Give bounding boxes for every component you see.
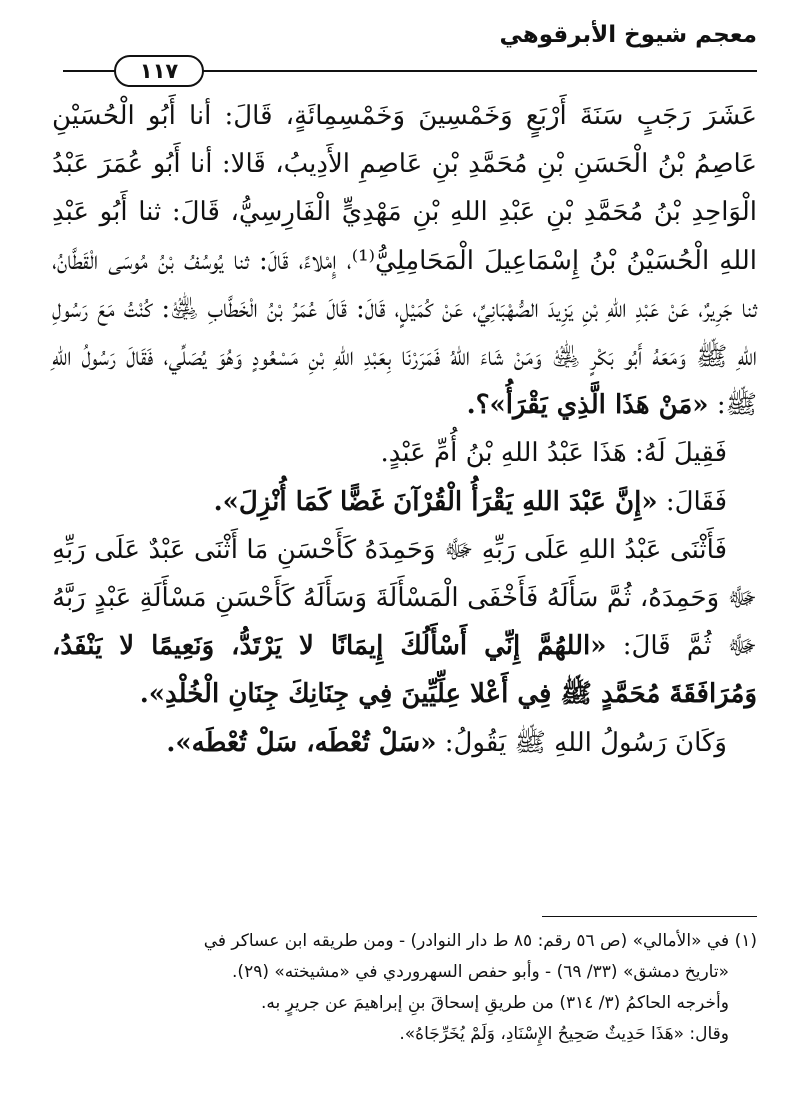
footnote-rule — [542, 916, 757, 917]
hadith-quote: «مَنْ هَذَا الَّذِي يَقْرَأُ»؟. — [466, 390, 709, 421]
main-text — [52, 92, 757, 767]
running-title: معجم شيوخ الأبرقوهي — [499, 22, 757, 48]
isnad-text: عَشَرَ رَجَبٍ سَنَةَ أَرْبَعٍ وَخَمْسِينَ وَخَمْسِمِائَةٍ، قَالَ: أنا أَبُو الْحُسَيْنِ عَاصِمُ بْنُ الْحَسَنِ بْنِ مُحَمَّدِ بْنِ عَاصِمِ الأَدِيبُ، قَالا: أنا أَبُو عُمَرَ عَبْدُ الْوَاحِدِ بْنُ مُحَمَّدِ بْنِ عَبْدِ اللهِ بْنِ مَهْدِيٍّ الْفَارِسِيُّ، قَالَ: ثنا أَبُو عَبْدِ اللهِ الْحُسَيْنُ بْنُ إِسْمَاعِيلَ الْمَحَامِلِيُّ⁽¹⁾، إِمْلاءً، قَالَ: ثنا يُوسُفُ بْنُ مُوسَى الْقَطَّانُ، ثنا جَرِيرٌ، عَنْ عَبْدِ اللهِ بْنِ يَزِيدَ الصُّهْبَانِيِّ، عَنْ كُمَيْلٍ، قَالَ: قَالَ عُمَرُ بْنُ الْخَطَّابِ ﵁: كُنْتُ مَعَ رَسُولِ اللهِ ﷺ وَمَعَهُ أَبُو بَكْرٍ ﵁ وَمَنْ شَاءَ اللهُ فَمَرَرْنَا بِعَبْدِ اللهِ بْنِ مَسْعُودٍ وَهُوَ يُصَلِّي، فَقَالَ رَسُولُ اللهِ ﷺ: — [52, 101, 757, 421]
paragraph-statement — [52, 478, 757, 526]
paragraph-reply — [52, 429, 757, 477]
statement-quote: «إِنَّ عَبْدَ اللهِ يَقْرَأُ الْقُرْآنَ غَضًّا كَمَا أُنْزِلَ». — [213, 486, 658, 517]
footnote-line: وأخرجه الحاكمُ (٣/ ٣١٤) من طريقِ إسحاقَ بنِ إبراهيمَ عن جريرٍ به. — [260, 993, 729, 1013]
page-number-badge — [114, 55, 204, 87]
paragraph-closing — [52, 719, 757, 767]
dua-quote: «اللهُمَّ إِنِّي أَسْأَلُكَ إِيمَانًا لا يَرْتَدُّ، وَنَعِيمًا لا يَنْفَدُ، وَمُرَافَقَةَ مُحَمَّدٍ ﷺ فِي أَعْلا عِلِّيِّينَ فِي جِنَانِكَ جِنَانِ الْخُلْدِ». — [52, 631, 757, 710]
footnote-line: «تاريخ دمشق» (٣٣/ ٦٩) - وأبو حفص السهروردي في «مشيخته» (٢٩). — [232, 962, 729, 982]
closing-quote: «سَلْ تُعْطَه، سَلْ تُعْطَه». — [166, 727, 437, 758]
footnote-line: (١) في «الأمالي» (ص ٥٦ رقم: ٨٥ ط دار النوادر) - ومن طريقه ابن عساكر في — [203, 931, 757, 951]
closing-lead: وَكَانَ رَسُولُ اللهِ ﷺ يَقُولُ: — [436, 727, 727, 758]
reply-text: فَقِيلَ لَهُ: هَذَا عَبْدُ اللهِ بْنُ أُمِّ عَبْدٍ. — [380, 438, 727, 469]
footnotes — [54, 926, 757, 1050]
page-number: ١١٧ — [139, 58, 179, 83]
dua-lead: فَأَثْنَى عَبْدُ اللهِ عَلَى رَبِّهِ ﷻ وَحَمِدَهُ كَأَحْسَنِ مَا أَثْنَى عَبْدٌ عَلَى رَبِّهِ ﷻ وَحَمِدَهُ، ثُمَّ سَأَلَهُ فَأَخْفَى الْمَسْأَلَةَ وَسَأَلَهُ كَأَحْسَنِ مَسْأَلَةِ عَبْدٍ رَبَّهُ ﷻ ثُمَّ قَالَ: — [52, 534, 758, 662]
footnote-line: وقال: «هَذَا حَدِيثٌ صَحِيحُ الإِسْنَادِ، وَلَمْ يُخَرِّجَاهُ». — [399, 1024, 729, 1044]
paragraph-dua — [52, 526, 757, 719]
statement-lead: فَقَالَ: — [657, 486, 727, 517]
paragraph-isnad — [52, 92, 757, 429]
